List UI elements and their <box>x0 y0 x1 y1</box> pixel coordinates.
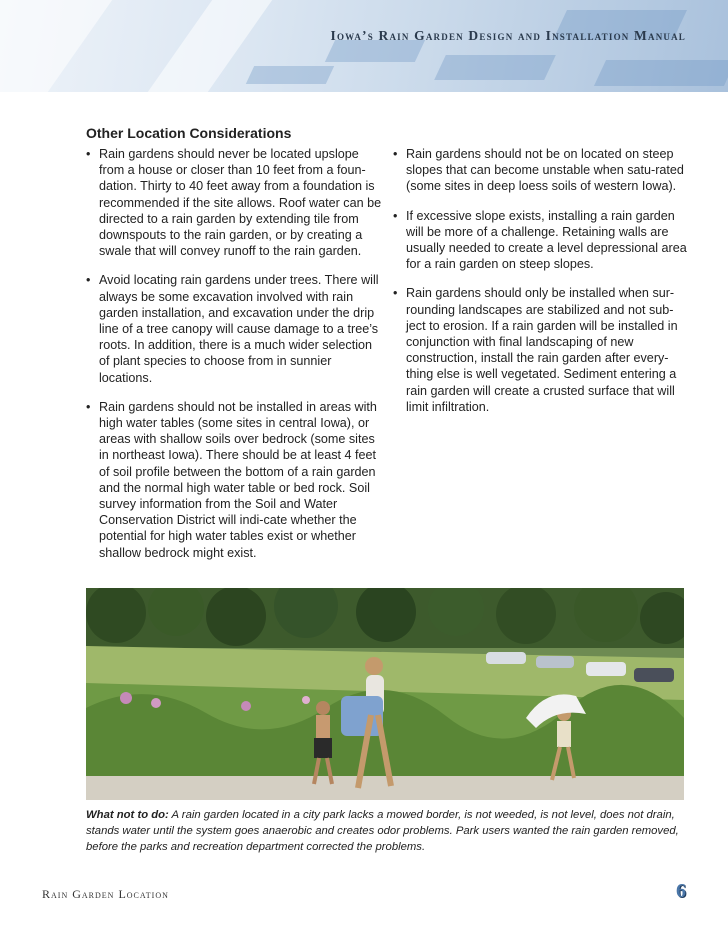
photo-caption <box>86 807 686 855</box>
section-heading: Other Location Considerations <box>86 125 292 141</box>
list-item <box>393 208 690 273</box>
bullet-text: Rain gardens should not be on located on steep slopes that can become unstable when satu-rated (some sites in deep loess soils of western Iowa). <box>406 147 684 194</box>
bullet-icon: • <box>86 147 91 161</box>
list-item <box>393 146 690 195</box>
bullet-text: Rain gardens should not be installed in areas with high water tables (some sites in central Iowa), or areas with shallow soils over bedrock (some sites in northeast Iowa). There should be at least 4 feet of soil profile between the bottom of a rain garden and the normal high water table or bed rock. Soil survey information from the Soil and Water Conservation District will indi-cate whether the potential for high water tables exist or whether shallow bedrock might exist. <box>99 399 377 560</box>
bullet-text: Avoid locating rain gardens under trees. There will always be some excavation involved with rain garden installation, and excavation under the drip line of a tree canopy will cause damage to a tree’s roots. In addition, there is a much wider selection of plant species to choose from in sunnier locations. <box>99 273 379 385</box>
caption-lead: What not to do: <box>86 809 169 821</box>
left-column <box>86 146 382 574</box>
footer-section-title: Rain Garden Location <box>42 887 169 901</box>
right-column <box>393 146 690 428</box>
bullet-text: Rain gardens should never be located upslope from a house or closer than 10 feet from a foun-dation. Thirty to 40 feet away from a foundation is recommended if the site allows. Roof water can be directed to a rain garden by extending tile from downspouts to the rain garden, or by creating a swale that will convey runoff to the rain garden. <box>99 147 382 259</box>
bullet-icon: • <box>393 286 398 301</box>
bullet-icon: • <box>393 208 398 223</box>
bullet-icon: • <box>393 147 398 161</box>
bullet-icon: • <box>86 273 91 288</box>
bullet-text: If excessive slope exists, installing a rain garden will be more of a challenge. Retaining walls are usually needed to create a level depressional area for a rain garden on steep slopes. <box>406 208 687 272</box>
list-item <box>86 399 382 561</box>
header-banner <box>0 0 728 92</box>
bullet-text: Rain gardens should only be installed when sur-rounding landscapes are stabilized and not sub-ject to erosion. If a rain garden will be installed in conjunction with final landscaping of new construction, install the rain garden after every-thing else is well vegetated. Sediment entering a rain garden will create a crusted surface that will limit infiltration. <box>406 286 678 414</box>
page-number: 6 <box>676 880 686 902</box>
list-item <box>86 146 382 259</box>
caption-text: A rain garden located in a city park lacks a mowed border, is not weeded, is not level, does not drain, stands water until the system goes anaerobic and creates odor problems. Park users wanted the rain garden removed, before the parks and recreation department corrected the problems. <box>86 809 679 853</box>
manual-title: Iowa’s Rain Garden Design and Installation Manual <box>330 28 686 43</box>
list-item <box>86 272 382 385</box>
park-rain-garden-photo <box>86 588 684 800</box>
list-item <box>393 285 690 415</box>
bullet-icon: • <box>86 399 91 414</box>
